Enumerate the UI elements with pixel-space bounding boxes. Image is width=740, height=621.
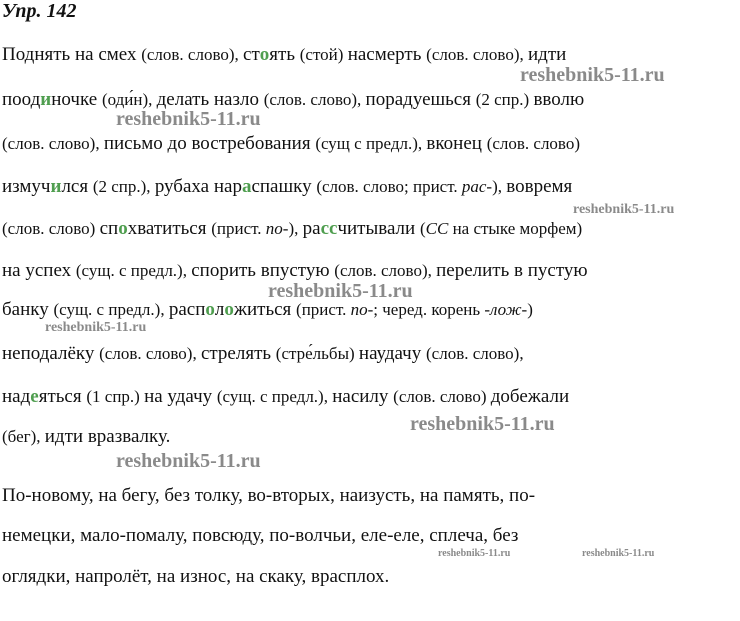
note: (слов. слово), — [426, 45, 528, 64]
note: ; черед. корень — [373, 300, 485, 319]
note: на стыке морфем) — [448, 219, 583, 238]
phrase: читывали — [337, 218, 420, 239]
phrase: ст — [243, 44, 260, 65]
phrase: сп — [99, 218, 119, 239]
watermark: reshebnik5-11.ru — [438, 548, 511, 559]
text-line-9 — [2, 384, 738, 410]
phrase: делать назло — [156, 89, 264, 110]
note: (стре́льбы) — [275, 344, 359, 363]
highlight-letter: а — [241, 176, 252, 197]
note: (2 спр.) — [475, 90, 534, 109]
note: (слов. слово), — [426, 344, 524, 363]
watermark: reshebnik5-11.ru — [45, 320, 147, 335]
note: (сущ. с предл.), — [216, 387, 333, 406]
note: (стой) — [299, 45, 348, 64]
note: (2 спр.), — [92, 177, 155, 196]
note: (слов. слово) — [486, 134, 581, 153]
text-line-5 — [2, 216, 738, 242]
note: (слов. слово) — [2, 219, 100, 238]
note-italic: по- — [265, 219, 289, 238]
highlight-letter: и — [40, 89, 52, 110]
phrase: на успех — [2, 260, 76, 281]
phrase: вовремя — [506, 176, 573, 197]
phrase: наудачу — [358, 343, 426, 364]
text-line-2 — [2, 87, 738, 113]
note-italic: рас- — [461, 177, 493, 196]
note: (прист. — [211, 219, 266, 238]
phrase: ночке — [51, 89, 102, 110]
phrase: на удачу — [144, 386, 217, 407]
highlight-letter: и — [50, 176, 62, 197]
note: ( — [419, 219, 426, 238]
note: (слов. слово), — [141, 45, 244, 64]
phrase: спорить впустую — [191, 260, 335, 281]
note: (слов. слово), — [334, 261, 437, 280]
phrase: расп — [168, 299, 206, 320]
watermark: reshebnik5-11.ru — [116, 108, 261, 130]
text-line-4 — [2, 174, 738, 200]
phrase: перелить в пустую — [436, 260, 588, 281]
phrase: насмерть — [347, 44, 427, 65]
phrase: стрелять — [200, 343, 276, 364]
note: ) — [527, 300, 533, 319]
watermark: reshebnik5-11.ru — [573, 202, 675, 217]
phrase: идти вразвалку. — [44, 426, 171, 447]
highlight-letter: о — [118, 218, 128, 239]
note: (прист. — [296, 300, 351, 319]
phrase: добежали — [490, 386, 570, 407]
phrase: банку — [2, 299, 54, 320]
note: (слов. слово) — [393, 387, 491, 406]
phrase: спашку — [251, 176, 317, 197]
note: (слов. слово), — [263, 90, 366, 109]
phrase: вволю — [533, 89, 585, 110]
phrase: лся — [61, 176, 93, 197]
phrase: вконец — [426, 133, 487, 154]
watermark: reshebnik5-11.ru — [520, 64, 665, 86]
note: (сущ с предл.), — [315, 134, 427, 153]
note: (слов. слово), — [2, 134, 104, 153]
phrase: Поднять на смех — [2, 44, 142, 65]
phrase: ра — [302, 218, 321, 239]
note: (слов. слово), — [99, 344, 201, 363]
phrase: яться — [38, 386, 87, 407]
phrase: над — [2, 386, 31, 407]
watermark: reshebnik5-11.ru — [268, 280, 413, 302]
note: (слов. слово; прист. — [316, 177, 462, 196]
note: (1 спр.) — [86, 387, 145, 406]
text-paragraph-2-line-2: немецки, мало-помалу, повсюду, по-волчьи, еле-еле, сплеча, без — [2, 525, 519, 546]
note-italic: СС — [425, 219, 449, 238]
note: (сущ. с предл.), — [53, 300, 169, 319]
note: (оди́н), — [101, 90, 157, 109]
phrase: неподалёку — [2, 343, 100, 364]
highlight-letter: о — [259, 44, 270, 65]
note: ), — [288, 219, 303, 238]
phrase: л — [214, 299, 225, 320]
highlight-letter: о — [205, 299, 215, 320]
note: ), — [492, 177, 507, 196]
text-paragraph-2-line-3: оглядки, напролёт, на износ, на скаку, врасплох. — [2, 566, 390, 587]
exercise-title: Упр. 142 — [2, 0, 77, 22]
phrase: идти — [527, 44, 567, 65]
phrase: ять — [269, 44, 300, 65]
watermark: reshebnik5-11.ru — [116, 450, 261, 472]
phrase: шься — [430, 89, 476, 110]
phrase: письмо до востребования — [103, 133, 316, 154]
text-line-10 — [2, 424, 738, 450]
text-paragraph-2-line-1: По-новому, на бегу, без толку, во-вторых, наизусть, на память, по- — [2, 485, 536, 506]
watermark: reshebnik5-11.ru — [410, 413, 555, 435]
phrase: измуч — [2, 176, 51, 197]
highlight-letter: сс — [320, 218, 338, 239]
note-italic: по- — [350, 300, 374, 319]
note: (бег), — [2, 427, 45, 446]
note: (сущ. с предл.), — [75, 261, 192, 280]
text-line-3 — [2, 131, 738, 157]
phrase: поод — [2, 89, 41, 110]
text-line-8 — [2, 341, 738, 367]
phrase: порадуе — [365, 89, 431, 110]
phrase: рубаха нар — [154, 176, 242, 197]
highlight-letter: е — [30, 386, 39, 407]
phrase: хватиться — [127, 218, 212, 239]
note-italic: -лож- — [484, 300, 528, 319]
highlight-letter: о — [224, 299, 234, 320]
phrase: житься — [233, 299, 297, 320]
phrase: насилу — [332, 386, 394, 407]
watermark: reshebnik5-11.ru — [582, 548, 655, 559]
